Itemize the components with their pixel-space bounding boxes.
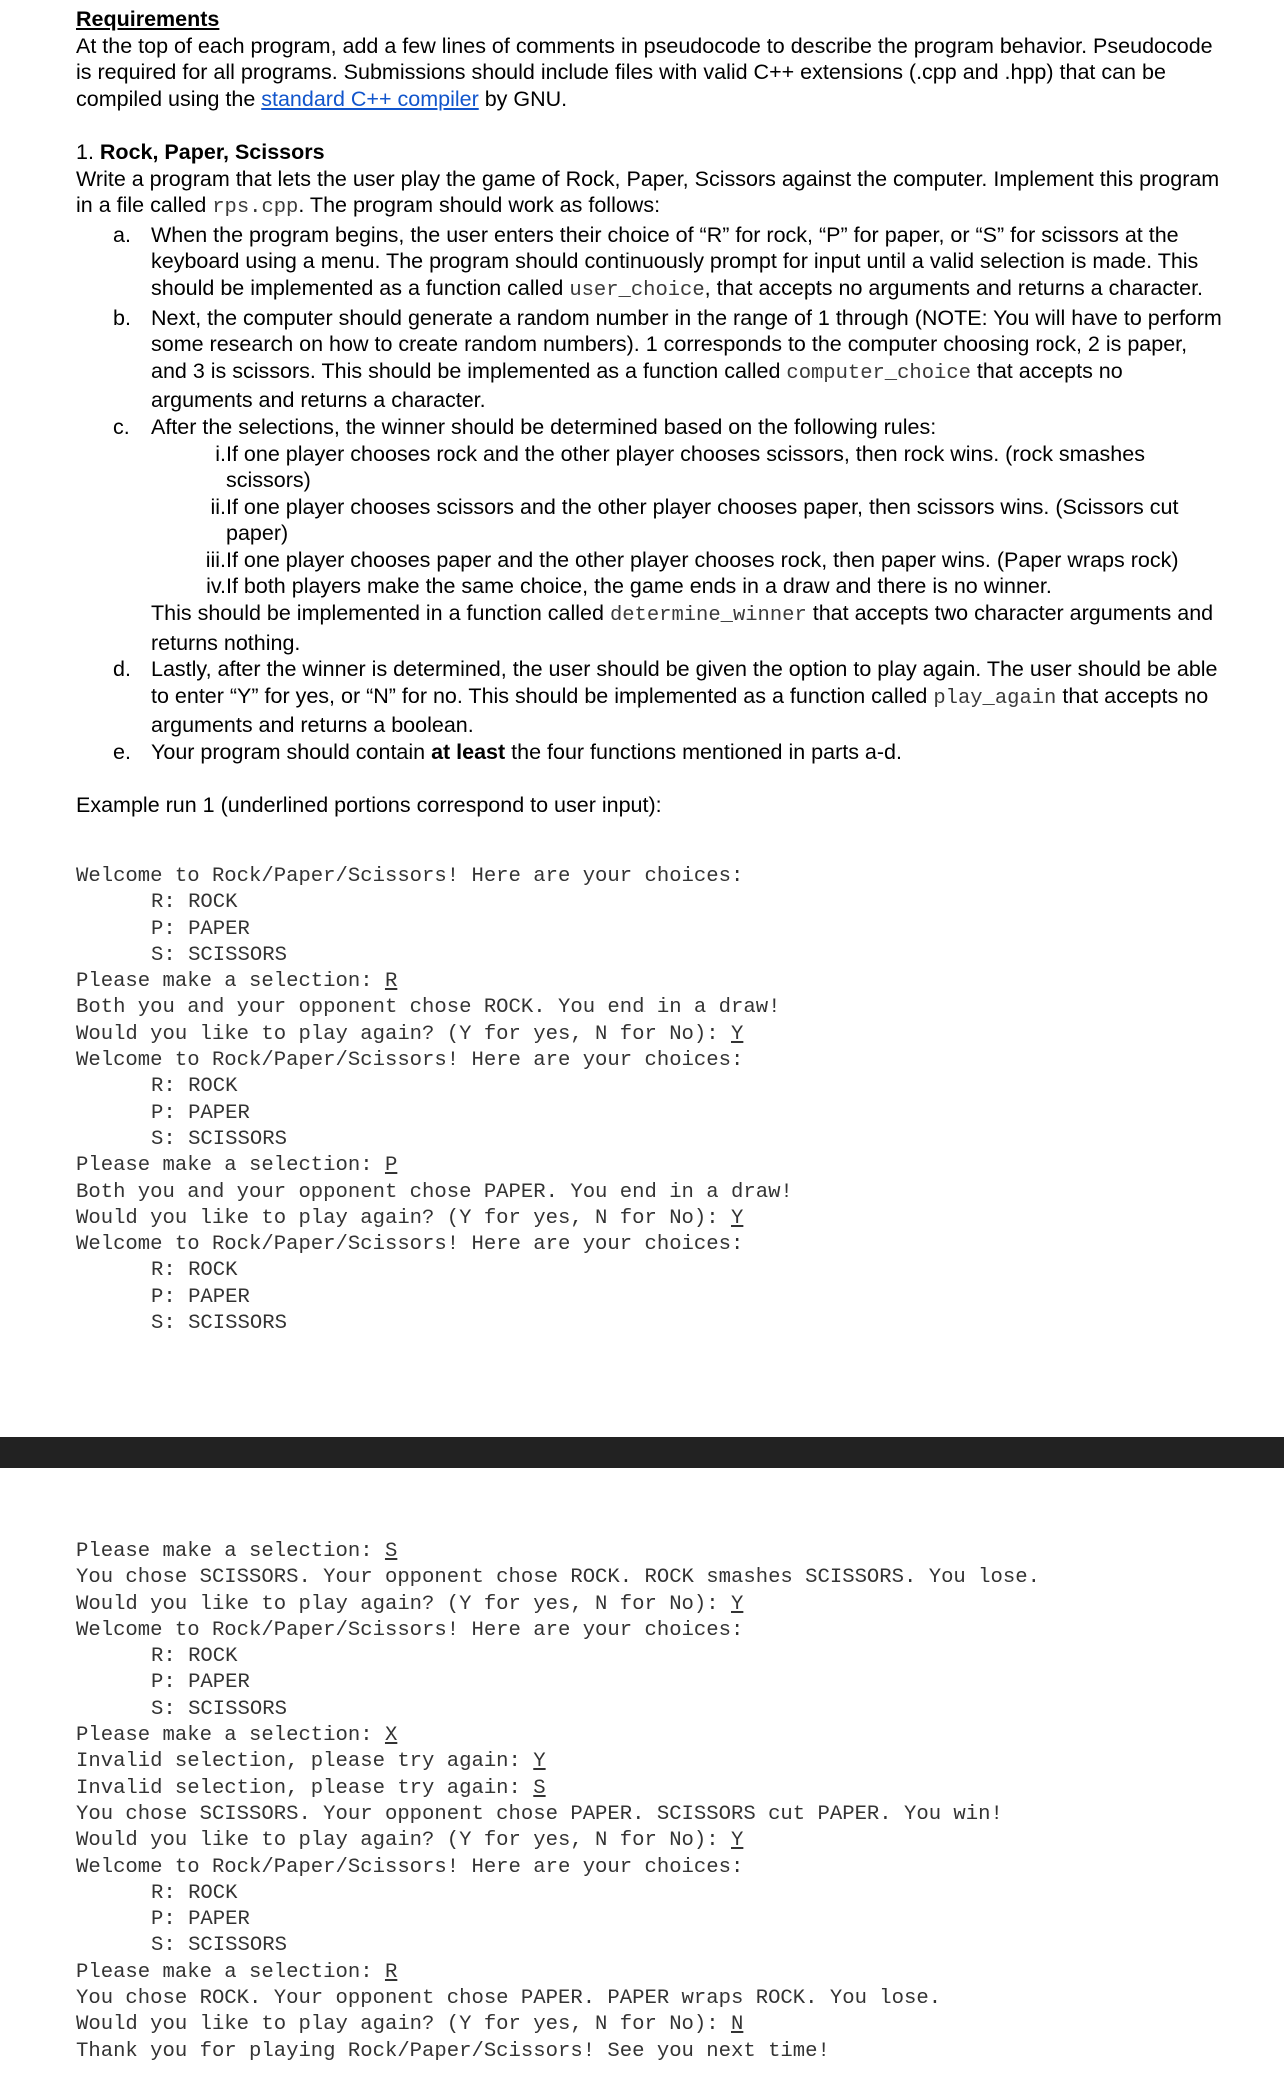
list-item-d	[76, 656, 1226, 739]
item-text: After the selections, the winner should be determined based on the following rules:	[151, 414, 937, 439]
console-menu-line: S: SCISSORS	[151, 943, 287, 967]
function-name-code: determine_winner	[609, 604, 807, 628]
console-menu-line: P: PAPER	[151, 917, 250, 941]
list-item-e	[76, 739, 1226, 766]
emphasis-text: at least	[431, 740, 506, 765]
rule-text: If both players make the same choice, the game ends in a draw and there is no winner.	[226, 574, 1052, 599]
console-output-part-2	[76, 1539, 1040, 2065]
console-line	[76, 1749, 1040, 1775]
item-c-continuation	[76, 600, 1226, 656]
filename-code: rps.cpp	[212, 196, 299, 220]
item-text-end: that accepts no arguments and returns a character.	[151, 358, 1123, 413]
console-line: Welcome to Rock/Paper/Scissors! Here are your choices:	[76, 865, 744, 888]
list-item-c	[76, 414, 1226, 441]
console-line	[76, 1776, 1040, 1802]
console-prompt: Would you like to play again? (Y for yes, N for No):	[76, 1206, 731, 1230]
console-prompt: Please make a selection:	[76, 1540, 385, 1563]
function-name-code: computer_choice	[786, 361, 971, 385]
item-text: Lastly, after the winner is determined, the user should be given the option to play again. The user should be able to enter “Y” for yes, or “N” for no. This should be implemented as a function called	[151, 657, 1218, 708]
console-prompt: Please make a selection:	[76, 1960, 385, 1984]
console-line	[76, 1153, 793, 1179]
rule-item	[76, 441, 1226, 494]
console-line: Both you and your opponent chose ROCK. You end in a draw!	[76, 996, 781, 1020]
console-menu-line: R: ROCK	[151, 1881, 238, 1905]
section-intro	[76, 166, 1226, 222]
console-menu-line: P: PAPER	[151, 1101, 250, 1125]
console-prompt: Would you like to play again? (Y for yes, N for No):	[76, 2013, 731, 2037]
console-line: You chose ROCK. Your opponent chose PAPER. PAPER wraps ROCK. You lose.	[76, 1987, 942, 2011]
assignment-document	[76, 6, 1226, 819]
list-marker: e.	[113, 740, 131, 765]
console-menu-line: P: PAPER	[151, 1908, 250, 1932]
console-menu-line: P: PAPER	[151, 1285, 250, 1309]
console-line: Welcome to Rock/Paper/Scissors! Here are your choices:	[76, 1049, 744, 1073]
console-menu-line: R: ROCK	[151, 1645, 238, 1669]
user-input: Y	[731, 1829, 744, 1853]
console-prompt: Invalid selection, please try again:	[76, 1750, 534, 1774]
list-marker: a.	[113, 222, 131, 247]
list-marker: b.	[113, 305, 131, 330]
console-line	[76, 1206, 793, 1232]
console-menu-line: R: ROCK	[151, 1075, 238, 1099]
console-prompt: Please make a selection:	[76, 970, 385, 994]
user-input: Y	[731, 1022, 744, 1046]
rule-marker: iv.	[206, 574, 226, 599]
console-prompt: Please make a selection:	[76, 1724, 385, 1748]
item-text: When the program begins, the user enters their choice of “R” for rock, “P” for paper, or “S” for scissors at the keyboard using a menu. The program should continuously prompt for input until a valid selection is made. This should be implemented as a function called	[151, 222, 1199, 300]
list-item-a	[76, 222, 1226, 305]
spacer	[76, 112, 1226, 139]
section-title-text: Rock, Paper, Scissors	[99, 139, 325, 164]
rule-text: If one player chooses scissors and the other player chooses paper, then scissors wins. (Scissors cut paper)	[226, 494, 1179, 546]
list-marker: d.	[113, 657, 131, 682]
requirements-text-end: by GNU.	[478, 86, 568, 111]
item-text-end: that accepts two character arguments and returns nothing.	[151, 601, 1214, 655]
console-line: You chose SCISSORS. Your opponent chose ROCK. ROCK smashes SCISSORS. You lose.	[76, 1566, 1040, 1590]
console-menu-line: S: SCISSORS	[151, 1127, 287, 1151]
list-item-b	[76, 305, 1226, 414]
intro-text: Write a program that lets the user play the game of Rock, Paper, Scissors against the computer. Implement this program in a file called	[76, 166, 1220, 218]
user-input: Y	[731, 1206, 744, 1230]
requirements-paragraph	[76, 33, 1226, 113]
console-line	[76, 1828, 1040, 1854]
console-line	[76, 969, 793, 995]
rule-text: If one player chooses rock and the other player chooses scissors, then rock wins. (rock smashes scissors)	[226, 441, 1145, 493]
user-input: R	[384, 1960, 398, 1984]
requirements-heading: Requirements	[76, 7, 220, 31]
user-input: N	[731, 2013, 744, 2037]
console-output-part-1	[76, 864, 793, 1337]
requirements-text: At the top of each program, add a few lines of comments in pseudocode to describe the program behavior. Pseudocode is required for all programs. Submissions should include files with valid C++ extensions (.cpp and .hpp) that can be compiled using the	[76, 33, 1213, 111]
user-input: Y	[533, 1750, 546, 1774]
item-text-end: that accepts no arguments and returns a boolean.	[151, 683, 1209, 738]
example-label: Example run 1 (underlined portions correspond to user input):	[76, 793, 662, 818]
console-menu-line: R: ROCK	[151, 1259, 238, 1283]
function-name-code: play_again	[933, 686, 1057, 710]
user-input: S	[384, 1540, 398, 1563]
rule-text: If one player chooses paper and the other player chooses rock, then paper wins. (Paper wraps rock)	[226, 547, 1179, 572]
console-line: Thank you for playing Rock/Paper/Scissors! See you next time!	[76, 2039, 830, 2063]
item-text-end: , that accepts no arguments and returns a character.	[704, 275, 1204, 300]
rule-item	[76, 547, 1226, 574]
console-line: Welcome to Rock/Paper/Scissors! Here are your choices:	[76, 1233, 744, 1257]
console-menu-line: S: SCISSORS	[151, 1697, 287, 1721]
console-prompt: Please make a selection:	[76, 1154, 385, 1178]
console-prompt: Would you like to play again? (Y for yes, N for No):	[76, 1592, 731, 1616]
console-line	[76, 1592, 1040, 1618]
user-input: S	[533, 1776, 546, 1800]
console-menu-line: S: SCISSORS	[151, 1934, 287, 1958]
console-menu-line: R: ROCK	[151, 891, 238, 915]
rule-marker: i.	[215, 441, 226, 466]
console-prompt: Invalid selection, please try again:	[76, 1776, 534, 1800]
intro-text-end: . The program should work as follows:	[298, 193, 661, 218]
user-input: Y	[731, 1592, 744, 1616]
gnu-compiler-link[interactable]: standard C++ compiler	[261, 86, 479, 111]
item-text: This should be implemented in a function called	[151, 601, 610, 626]
console-line: Welcome to Rock/Paper/Scissors! Here are your choices:	[76, 1618, 744, 1642]
user-input: P	[384, 1154, 398, 1178]
console-line: Both you and your opponent chose PAPER. You end in a draw!	[76, 1180, 793, 1204]
console-menu-line: S: SCISSORS	[151, 1312, 287, 1336]
console-line: You chose SCISSORS. Your opponent chose PAPER. SCISSORS cut PAPER. You win!	[76, 1802, 1003, 1826]
item-text-end: the four functions mentioned in parts a-d.	[505, 740, 902, 765]
console-menu-line: P: PAPER	[151, 1671, 250, 1695]
user-input: X	[384, 1724, 398, 1748]
rule-item	[76, 494, 1226, 547]
spacer	[76, 766, 1226, 793]
user-input: R	[384, 970, 398, 994]
item-text: Next, the computer should generate a random number in the range of 1 through (NOTE: You will have to perform some research on how to create random numbers). 1 corresponds to the computer choosing rock, 2 is paper, and 3 is scissors. This should be implemented as a function called	[151, 305, 1222, 383]
console-prompt: Would you like to play again? (Y for yes, N for No):	[76, 1022, 731, 1046]
page-divider	[0, 1437, 1284, 1468]
list-marker: c.	[113, 414, 130, 439]
item-text: Your program should contain	[151, 740, 432, 765]
console-line	[76, 1960, 1040, 1986]
console-line	[76, 1022, 793, 1048]
section-title	[76, 139, 1226, 166]
console-prompt: Would you like to play again? (Y for yes, N for No):	[76, 1829, 731, 1853]
rule-marker: ii.	[210, 494, 226, 519]
section-number: 1.	[76, 139, 100, 164]
console-line	[76, 1539, 1040, 1565]
function-name-code: user_choice	[569, 278, 705, 302]
rule-marker: iii.	[205, 547, 226, 572]
console-line: Welcome to Rock/Paper/Scissors! Here are your choices:	[76, 1855, 744, 1879]
console-line	[76, 1723, 1040, 1749]
console-line	[76, 2012, 1040, 2038]
rule-item	[76, 573, 1226, 600]
